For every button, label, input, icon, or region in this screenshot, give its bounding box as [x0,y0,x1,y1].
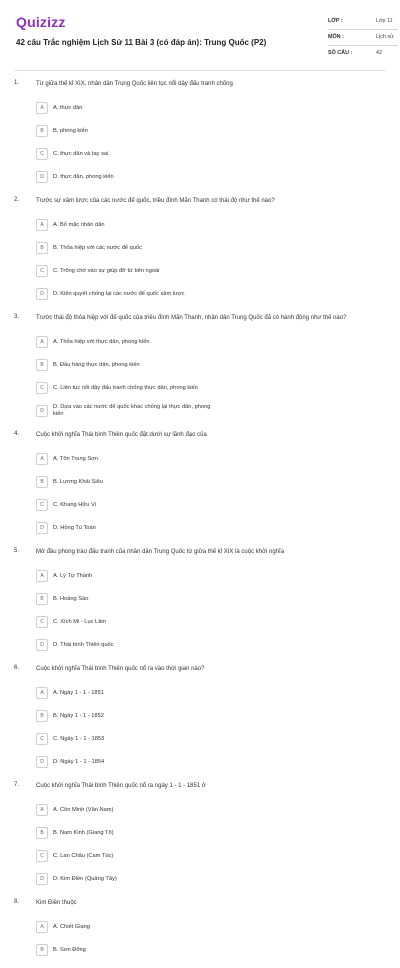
answer-text: C. thực dân và tay sai [53,150,109,157]
answer-text: A. thực dân [53,104,83,111]
answer-grid [36,685,386,770]
question-text: Từ giữa thế kỉ XIX, nhân dân Trung Quốc liên tục nổi dậy đấu tranh chống [36,81,233,87]
answer-text: C. Trông chờ vào sự giúp đỡ từ bên ngoài [53,267,160,274]
answer-option[interactable] [36,591,212,607]
answer-option[interactable] [36,685,212,701]
answer-letter-badge: C [36,499,48,511]
answer-letter-badge: A [36,687,48,699]
answer-letter-badge: D [36,639,48,651]
answer-text: A. Thỏa hiệp với thực dân, phong kiến [53,338,150,345]
page-header [14,8,394,70]
answer-letter-badge: B [36,710,48,722]
header-divider [14,70,386,71]
answer-text: B. Sơn Đông [53,946,86,953]
answer-letter-badge: C [36,382,48,394]
answer-option[interactable] [36,825,212,841]
page-title: 42 câu Trắc nghiệm Lịch Sử 11 Bài 3 (có đáp án): Trung Quốc (P2) [16,38,267,47]
answer-option[interactable] [36,708,212,724]
answer-option[interactable] [36,357,212,373]
answer-grid [36,334,386,419]
answer-text: C. Xích Mi - Lục Lâm [53,618,107,625]
answer-option[interactable] [36,380,212,396]
answer-text: A. Chiết Giang [53,923,90,930]
answer-letter-badge: B [36,242,48,254]
answer-option[interactable] [36,754,212,770]
answer-text: A. Lý Tự Thành [53,572,93,579]
meta-info [328,14,398,61]
answer-option[interactable] [36,802,212,818]
answer-letter-badge: B [36,944,48,956]
answer-option[interactable] [36,871,212,887]
question-list [14,78,386,968]
answer-option[interactable] [36,123,212,139]
answer-letter-badge: B [36,827,48,839]
answer-text: C. Liên tục nổi dậy đấu tranh chống thực dân, phong kiến [53,384,198,391]
question-text: Cuộc khởi nghĩa Thái bình Thiên quốc nổ ra ngày 1 - 1 - 1851 ở [36,783,206,789]
answer-letter-badge: B [36,125,48,137]
meta-row-subject [328,30,398,46]
answer-option[interactable] [36,240,212,256]
answer-option[interactable] [36,614,212,630]
answer-option[interactable] [36,146,212,162]
answer-letter-badge: A [36,336,48,348]
question-text: Trước thái độ thỏa hiệp với đế quốc của triều đình Mãn Thanh, nhân dân Trung Quốc đã có hành động như thế nào? [36,315,347,321]
answer-text: C. Khang Hữu Vi [53,501,96,508]
meta-row-count [328,46,398,61]
answer-text: A. Ngày 1 - 1 - 1851 [53,689,104,696]
brand-logo: Quizizz [16,14,66,30]
answer-option[interactable] [36,520,212,536]
answer-letter-badge: D [36,171,48,183]
answer-option[interactable] [36,474,212,490]
answer-letter-badge: A [36,570,48,582]
answer-letter-badge: D [36,756,48,768]
question [14,312,386,419]
answer-option[interactable] [36,731,212,747]
answer-grid [36,217,386,302]
question-text: Trước sự xâm lược của các nước đế quốc, triều đình Mãn Thanh có thái độ như thế nào? [36,198,275,204]
question [14,897,386,958]
question-number: 2. [14,197,20,203]
answer-option[interactable] [36,263,212,279]
question-number: 4. [14,431,20,437]
answer-text: B. Đầu hàng thực dân, phong kiến [53,361,140,368]
answer-letter-badge: C [36,733,48,745]
answer-letter-badge: D [36,873,48,885]
question-text: Cuộc khởi nghĩa Thái bình Thiên quốc đặt dưới sự lãnh đạo của [36,432,207,438]
question [14,429,386,536]
answer-letter-badge: A [36,804,48,816]
answer-letter-badge: A [36,453,48,465]
question-number: 7. [14,782,20,788]
answer-text: A. Côn Minh (Vân Nam) [53,806,114,813]
meta-row-class [328,14,398,30]
question [14,78,386,185]
meta-key-class: LỚP : [328,18,343,24]
question-number: 3. [14,314,20,320]
answer-option[interactable] [36,169,212,185]
answer-letter-badge: D [36,522,48,534]
answer-grid [36,802,386,887]
answer-text: B. Hoàng Sào [53,595,89,602]
answer-text: C. Ngày 1 - 1 - 1853 [53,735,105,742]
answer-text: A. Tôn Trung Sơn [53,455,99,462]
answer-letter-badge: A [36,921,48,933]
answer-option[interactable] [36,403,212,419]
answer-letter-badge: C [36,850,48,862]
answer-text: D. thực dân, phong kiến [53,173,114,180]
answer-text: D. Hồng Tú Toàn [53,524,96,531]
answer-text: B. Nam Kinh (Giang Tô) [53,829,114,836]
answer-option[interactable] [36,637,212,653]
question [14,780,386,887]
answer-option[interactable] [36,942,212,958]
question-number: 6. [14,665,20,671]
question-text: Cuộc khởi nghĩa Thái bình Thiên quốc nổ ra vào thời gian nào? [36,666,205,672]
question-number: 8. [14,899,20,905]
answer-grid [36,451,386,536]
answer-letter-badge: D [36,405,48,417]
answer-text: C. Lan Châu (Cam Túc) [53,852,114,859]
answer-option[interactable] [36,286,212,302]
question [14,663,386,770]
answer-letter-badge: D [36,288,48,300]
answer-option[interactable] [36,451,212,467]
answer-text: D. Kim Điền (Quảng Tây) [53,875,117,882]
answer-text: B. Ngày 1 - 1 - 1852 [53,712,104,719]
answer-letter-badge: C [36,265,48,277]
question-number: 1. [14,80,20,86]
meta-key-count: SỐ CÂU : [328,50,353,56]
answer-letter-badge: B [36,359,48,371]
answer-text: B. Lương Khải Siêu [53,478,103,485]
meta-key-subject: MÔN : [328,34,344,40]
answer-option[interactable] [36,217,212,233]
answer-text: B. phong kiến [53,127,88,134]
answer-grid [36,100,386,185]
answer-letter-badge: A [36,219,48,231]
answer-text: D. Dựa vào các nước đế quốc khác chống lại thực dân, phong kiến [53,404,211,417]
question-text: Kim Điền thuộc [36,900,77,906]
answer-text: A. Bỏ mặc nhân dân [53,221,105,228]
question-number: 5. [14,548,20,554]
answer-letter-badge: B [36,476,48,488]
answer-option[interactable] [36,919,212,935]
answer-letter-badge: C [36,616,48,628]
answer-option[interactable] [36,100,212,116]
answer-letter-badge: C [36,148,48,160]
answer-grid [36,568,386,653]
answer-option[interactable] [36,497,212,513]
question-text: Mở đầu phong trào đấu tranh của nhân dân Trung Quốc từ giữa thế kỉ XIX là cuộc khởi nghĩa [36,549,285,555]
meta-value-subject: Lịch sử [376,34,394,40]
meta-value-count: 42 [376,50,382,56]
answer-option[interactable] [36,334,212,350]
answer-letter-badge: A [36,102,48,114]
answer-text: D. Ngày 1 - 1 - 1854 [53,758,105,765]
answer-option[interactable] [36,848,212,864]
answer-text: B. Thỏa hiệp với các nước đế quốc [53,244,142,251]
answer-option[interactable] [36,568,212,584]
answer-grid [36,919,386,958]
answer-letter-badge: B [36,593,48,605]
meta-value-class: Lớp 11 [376,18,393,24]
answer-text: D. Thái bình Thiên quốc [53,641,114,648]
question [14,195,386,302]
answer-text: D. Kiên quyết chống lại các nước đế quốc xâm lược [53,290,185,297]
